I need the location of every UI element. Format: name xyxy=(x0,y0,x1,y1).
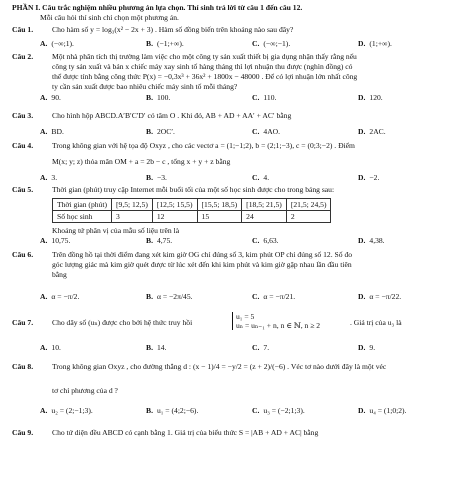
question-text: Cho hàm số y = log₃(x² − 2x + 3) . Hàm số đồng biến trên khoảng nào sau đây? xyxy=(52,25,294,34)
option-c[interactable]: C. 110. xyxy=(252,93,277,102)
question-number: Câu 8. xyxy=(12,362,34,371)
system-line: u₁ = 5 xyxy=(236,312,255,321)
question-5 xyxy=(12,185,334,194)
option-a[interactable]: A. 10,75. xyxy=(40,236,71,245)
table-cell: Thời gian (phút) xyxy=(53,199,112,211)
question-text: Trong không gian với hệ tọa độ Oxyz , cho các vectơ a = (1;−1;2), b = (2;1;−3), c = (0;3;−2) . Điểm xyxy=(52,141,355,150)
table-cell: 12 xyxy=(152,211,197,223)
option-a[interactable]: A. BD. xyxy=(40,127,64,136)
question-2 xyxy=(12,52,357,61)
option-b[interactable]: B. 100. xyxy=(146,93,171,102)
question-9 xyxy=(12,428,318,437)
question-number: Câu 1. xyxy=(12,25,34,34)
question-text: tơ chỉ phương của d ? xyxy=(52,386,118,395)
question-text: thể được tính bằng công thức P(x) = −0,3x³ + 36x² + 1800x − 48000 . Để có lợi nhuận lớn nhất công xyxy=(52,72,358,81)
option-b[interactable]: B. u₁ = (4;2;−6). xyxy=(146,406,199,415)
table-cell: [18,5; 21,5) xyxy=(242,199,287,211)
recurrence-system xyxy=(232,312,320,330)
option-b[interactable]: B. 14. xyxy=(146,343,167,352)
question-number: Câu 4. xyxy=(12,141,34,150)
question-text: M(x; y; z) thỏa mãn OM + a = 2b − c , tổng x + y + z bằng xyxy=(52,157,231,166)
option-c[interactable]: C. (−∞;−1). xyxy=(252,39,291,48)
question-text: ty cần sản xuất được bao nhiêu chiếc máy sinh tố mỗi tháng? xyxy=(52,82,238,91)
question-text: bằng xyxy=(52,270,67,279)
section-title: PHẦN I. Câu trắc nghiệm nhiều phương án lựa chọn. Thí sinh trả lời từ câu 1 đến câu 12. xyxy=(12,3,303,12)
question-number: Câu 7. xyxy=(12,318,34,327)
question-text: Cho dãy số (uₙ) được cho bởi hệ thức truy hồi xyxy=(52,318,193,327)
option-a[interactable]: A. (−∞;1). xyxy=(40,39,74,48)
table-cell: 24 xyxy=(242,211,287,223)
section-subtitle: Mỗi câu hỏi thí sinh chỉ chọn một phương án. xyxy=(40,13,179,22)
option-b[interactable]: B. 2OC′. xyxy=(146,127,175,136)
question-text: Khoảng tứ phân vị của mẫu số liệu trên là xyxy=(52,226,180,235)
option-d[interactable]: D. 4,38. xyxy=(358,236,385,245)
question-text: . Giá trị của u₃ là xyxy=(350,318,402,327)
question-text: Một nhà phân tích thị trường làm việc cho một công ty sản xuất thiết bị gia dụng nhận thấy rằng nếu xyxy=(52,52,357,61)
table-row xyxy=(53,211,331,223)
table-cell: [21,5; 24,5) xyxy=(286,199,331,211)
option-c[interactable]: C. u₃ = (−2;1;3). xyxy=(252,406,305,415)
option-c[interactable]: C. 4. xyxy=(252,173,270,182)
question-number: Câu 5. xyxy=(12,185,34,194)
table-cell: 2 xyxy=(286,211,331,223)
question-text: công ty sản xuất và bán x chiếc máy xay sinh tố hàng tháng thì lợi nhuận thu được (nghìn đồng) có xyxy=(52,62,353,71)
table-cell: Số học sinh xyxy=(53,211,112,223)
option-a[interactable]: A. 10. xyxy=(40,343,61,352)
question-text: Cho tứ diện đều ABCD có cạnh bằng 1. Giá trị của biểu thức S = |AB + AD + AC| bằng xyxy=(52,428,319,437)
question-text: Trong không gian Oxyz , cho đường thẳng d : (x − 1)/4 = −y/2 = (z + 2)/(−6) . Véc tơ nào dưới đây là một véc xyxy=(52,362,387,371)
question-4 xyxy=(12,141,355,150)
question-number: Câu 2. xyxy=(12,52,34,61)
option-b[interactable]: B. (−1;+∞). xyxy=(146,39,184,48)
question-text: Cho hình hộp ABCD.A′B′C′D′ có tâm O . Khi đó, AB + AD + AA′ + AC′ bằng xyxy=(52,111,292,120)
question-8 xyxy=(12,362,386,371)
data-table xyxy=(52,198,331,223)
option-c[interactable]: C. 7. xyxy=(252,343,270,352)
question-text: Thời gian (phút) truy cập Internet mỗi buổi tối của một số học sinh được cho trong bảng sau: xyxy=(52,185,335,194)
question-6 xyxy=(12,250,352,259)
table-header-row xyxy=(53,199,331,211)
option-d[interactable]: D. α = −π/22. xyxy=(358,292,402,301)
question-text: Trên đồng hồ tại thời điểm đang xét kim giờ OG chỉ đúng số 3, kim phút OP chỉ đúng số 12. Số đo xyxy=(52,250,353,259)
option-b[interactable]: B. 4,75. xyxy=(146,236,173,245)
question-7 xyxy=(12,318,192,327)
option-c[interactable]: C. 6,63. xyxy=(252,236,279,245)
option-a[interactable]: A. 90. xyxy=(40,93,61,102)
table-cell: [12,5; 15,5) xyxy=(152,199,197,211)
option-d[interactable]: D. u₄ = (1;0;2). xyxy=(358,406,407,415)
table-cell: [15,5; 18,5) xyxy=(197,199,242,211)
option-d[interactable]: D. 9. xyxy=(358,343,376,352)
option-c[interactable]: C. α = −π/21. xyxy=(252,292,296,301)
option-a[interactable]: A. α = −π/2. xyxy=(40,292,80,301)
option-d[interactable]: D. 120. xyxy=(358,93,383,102)
option-d[interactable]: D. −2. xyxy=(358,173,380,182)
option-a[interactable]: A. u₂ = (2;−1;3). xyxy=(40,406,93,415)
option-a[interactable]: A. 3. xyxy=(40,173,58,182)
option-d[interactable]: D. 2AC. xyxy=(358,127,386,136)
option-b[interactable]: B. −3. xyxy=(146,173,167,182)
table-cell: 3 xyxy=(112,211,153,223)
question-1 xyxy=(12,25,293,34)
option-d[interactable]: D. (1;+∞). xyxy=(358,39,392,48)
question-text: góc lượng giác mà kim giờ quét được từ lúc xét đến khi kim phút và kim giờ gặp nhau lần đầu tiên xyxy=(52,260,352,269)
question-3 xyxy=(12,111,291,120)
table-cell: [9,5; 12,5) xyxy=(112,199,153,211)
option-b[interactable]: B. α = −2π/45. xyxy=(146,292,193,301)
question-number: Câu 6. xyxy=(12,250,34,259)
question-number: Câu 3. xyxy=(12,111,34,120)
system-line: uₙ = uₙ₋₁ + n, n ∈ ℕ, n ≥ 2 xyxy=(236,321,321,331)
table-cell: 15 xyxy=(197,211,242,223)
option-c[interactable]: C. 4AO. xyxy=(252,127,281,136)
question-number: Câu 9. xyxy=(12,428,34,437)
